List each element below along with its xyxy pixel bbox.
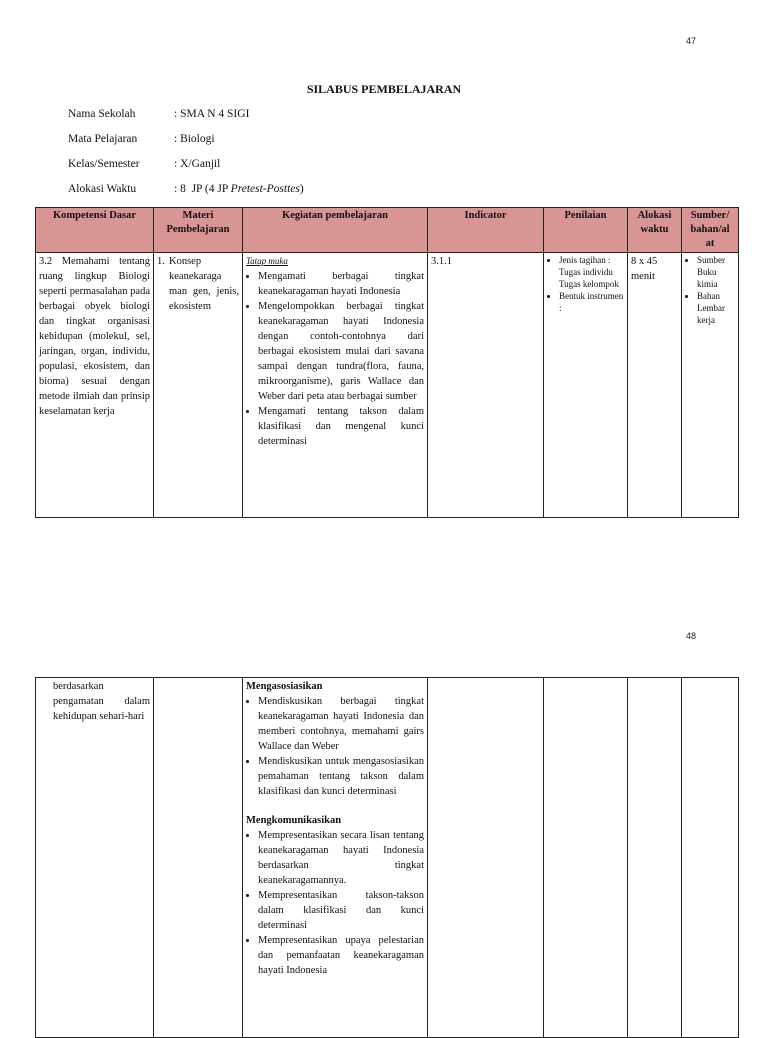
meta-value-italic: Pretest-Posttes xyxy=(230,183,300,195)
kegiatan-item: • Mengamati berbagai tingkat keanekaragaman hayati Indonesia xyxy=(258,269,424,299)
kegiatan-item: • Mempresentasikan upaya pelestarian dan pemanfaatan keanekaragaman hayati Indonesia xyxy=(258,933,424,978)
header-penilaian: Penilaian xyxy=(544,208,628,253)
header-indikator: Indicator xyxy=(428,208,544,253)
kegiatan-heading: Tatap muka xyxy=(246,256,288,266)
penilaian-item: • Jenis tagihan : Tugas individu Tugas kelompok xyxy=(559,254,624,290)
cell-penilaian xyxy=(544,678,628,1038)
sumber-item: • Sumber Buku kimia xyxy=(697,254,735,290)
cell-materi xyxy=(154,678,243,1038)
kegiatan-item: • Mempresentasikan takson-takson dalam klasifikasi dan kunci determinasi xyxy=(258,888,424,933)
meta-row-subject xyxy=(68,133,304,158)
kegiatan-item: • Mengamati tentang takson dalam klasifikasi dan mengenal kunci determinasi xyxy=(258,404,424,449)
meta-row-school xyxy=(68,108,304,133)
header-alokasi: Alokasi waktu xyxy=(628,208,682,253)
meta-value: : Biologi xyxy=(174,133,215,145)
kegiatan-item: • Mendiskusikan berbagai tingkat keanekaragaman hayati Indonesia dan memberi contohnya, memahami gairs Wallace dan Weber xyxy=(258,694,424,754)
kegiatan-item: • Mengelompokkan berbagai tingkat keanekaragaman hayati Indonesia dengan contoh-contohnya dari berbagai ekosistem mulai dari savana sampai dengan tundra(flora, fauna, mikroorganisme), garis Wallace dan Weber dari peta atau berbagai sumber xyxy=(258,299,424,404)
cell-indikator xyxy=(428,678,544,1038)
table-row xyxy=(36,253,739,518)
table-header-row xyxy=(36,208,739,253)
header-sumber: Sumber/ bahan/al at xyxy=(682,208,739,253)
meta-row-time xyxy=(68,183,304,208)
meta-value-text: : 8 JP (4 JP xyxy=(174,183,231,195)
cell-sumber xyxy=(682,678,739,1038)
cell-kegiatan xyxy=(243,678,428,1038)
kegiatan-item: • Mempresentasikan secara lisan tentang keanekaragaman hayati Indonesia berdasarkan tingkat keanekaragamannya. xyxy=(258,828,424,888)
cell-alokasi xyxy=(628,678,682,1038)
cell-alokasi: 8 x 45 menit xyxy=(628,253,682,518)
meta-label: Alokasi Waktu xyxy=(68,183,137,195)
syllabus-table xyxy=(35,207,739,518)
cell-kompetensi: berdasarkan pengamatan dalam kehidupan sehari-hari xyxy=(36,678,154,1038)
kegiatan-item: • Mendiskusikan untuk mengasosiasikan pemahaman tentang takson dalam klasifikasi dan kunci determinasi xyxy=(258,754,424,799)
meta-row-class xyxy=(68,158,304,183)
meta-label: Kelas/Semester xyxy=(68,158,140,170)
materi-text: Konsep keanekaraga man gen, jenis, ekosistem xyxy=(169,256,239,312)
page-number: 47 xyxy=(686,36,697,46)
meta-value xyxy=(174,183,304,208)
cell-materi xyxy=(154,253,243,518)
cell-penilaian xyxy=(544,253,628,518)
meta-label: Nama Sekolah xyxy=(68,108,136,120)
cell-kegiatan xyxy=(243,253,428,518)
meta-value-end: ) xyxy=(299,183,304,195)
meta-label: Mata Pelajaran xyxy=(68,133,138,145)
meta-value: : X/Ganjil xyxy=(174,158,221,170)
header-kompetensi: Kompetensi Dasar xyxy=(36,208,154,253)
kegiatan-heading: Mengasosiasikan xyxy=(246,681,323,692)
materi-item xyxy=(157,254,239,314)
materi-number: 1. xyxy=(157,256,165,267)
penilaian-item: • Bentuk instrumen : xyxy=(559,290,624,314)
cell-indikator: 3.1.1 xyxy=(428,253,544,518)
cell-kompetensi: 3.2 Memahami tentang ruang lingkup Biologi seperti permasalahan pada berbagai obyek biologi dan tingkat organisasi kehidupan (molekul, sel, jaringan, organ, individu, populasi, ekosistem, dan bioma) sesuai dengan metode ilmiah dan prinsip keselamatan kerja xyxy=(36,253,154,518)
kegiatan-heading: Mengkomunikasikan xyxy=(246,815,342,826)
cell-sumber xyxy=(682,253,739,518)
sumber-item: • Bahan Lembar kerja xyxy=(697,290,735,326)
table-row xyxy=(36,678,739,1038)
page-number: 48 xyxy=(686,631,697,641)
document-title: SILABUS PEMBELAJARAN xyxy=(306,82,462,96)
header-kegiatan: Kegiatan pembelajaran xyxy=(243,208,428,253)
syllabus-table-continued xyxy=(35,677,739,1038)
meta-value: : SMA N 4 SIGI xyxy=(174,108,250,120)
syllabus-meta xyxy=(68,108,304,208)
header-materi: Materi Pembelajaran xyxy=(154,208,243,253)
